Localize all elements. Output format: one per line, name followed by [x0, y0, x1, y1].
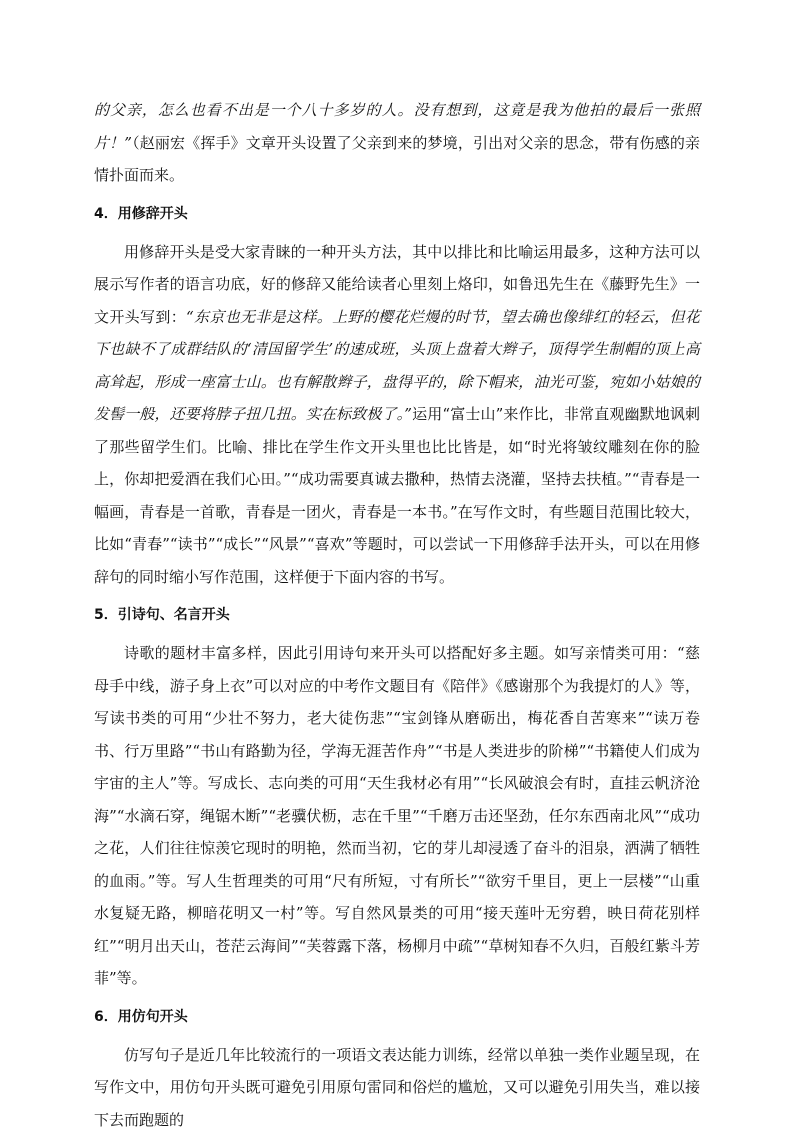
- section4-intro: 用修辞开头是受大家青睐的一种开头方法，其中以排比和比喻运用最多，这种方法可以展示写作者的语言功底，好的修辞又能给读者心里刻上烙印，如鲁迅先生在《藤野先生》一文开头写到：: [94, 243, 700, 326]
- section-heading-imitation: 6．用仿句开头: [94, 1001, 700, 1033]
- section5-paragraph: 诗歌的题材丰富多样，因此引用诗句来开头可以搭配好多主题。如写亲情类可用：“慈母手中线，游子身上衣”可以对应的中考作文题目有《陪伴》《感谢那个为我提灯的人》等，写读书类的可用“少壮不努力，老大徒伤悲”“宝剑锋从磨砺出，梅花香自苦寒来”“读万卷书、行万里路”“书山有路勤为径，学海无涯苦作舟”“书是人类进步的阶梯”“书籍使人们成为宇宙的主人”等。写成长、志向类的可用“天生我材必有用”“长风破浪会有时，直挂云帆济沧海”“水滴石穿，绳锯木断”“老骥伏枥，志在千里”“千磨万击还坚劲，任尔东西南北风”“成功之花，人们往往惊羡它现时的明艳，然而当初，它的芽儿却浸透了奋斗的泪泉，洒满了牺牲的血雨。”等。写人生哲理类的可用“尺有所短，寸有所长”“欲穷千里目，更上一层楼”“山重水复疑无路，柳暗花明又一村”等。写自然风景类的可用“接天莲叶无穷碧，映日荷花别样红”“明月出天山，苍茫云海间”“芙蓉露下落，杨柳月中疏”“草树知春不久归，百般红紫斗芳菲”等。: [94, 637, 700, 995]
- section3-tail-paragraph: [94, 94, 700, 192]
- document-content: [94, 94, 700, 1136]
- section4-paragraph: [94, 236, 700, 594]
- section6-paragraph: 仿写句子是近几年比较流行的一项语文表达能力训练，经常以单独一类作业题呈现，在写作文中，用仿句开头既可避免引用原句雷同和俗烂的尴尬，又可以避免引用失当，难以接下去而跑题的: [94, 1039, 700, 1136]
- section-heading-rhetoric: 4．用修辞开头: [94, 198, 700, 230]
- quote-commentary: （赵丽宏《挥手》文章开头设置了父亲到来的梦境，引出对父亲的思念，带有伤感的亲情扑面而来。: [94, 134, 700, 185]
- section4-quote: “东京也无非是这样。上野的樱花烂熳的时节，望去确也像绯红的轻云，但花下也缺不了成群结队的‘清国留学生’的速成班，头顶上盘着大辫子，顶得学生制帽的顶上高高耸起，形成一座富士山。也有解散辫子，盘得平的，除下帽来，油光可鉴，宛如小姑娘的发髻一般，还要将脖子扭几扭。实在标致极了。”: [94, 308, 700, 424]
- quote-fragment: 的父亲，怎么也看不出是一个八十多岁的人。没有想到，这竟是我为他拍的最后一张照片！”: [94, 101, 700, 152]
- section4-body: 运用“富士山”来作比，非常直观幽默地讽刺了那些留学生们。比喻、排比在学生作文开头里也比比皆是，如“时光将皱纹雕刻在你的脸上，你却把爱酒在我们心田。”“成功需要真诚去撒种，热情去浇灌，坚持去扶植。”“青春是一幅画，青春是一首歌，青春是一团火，青春是一本书。”在写作文时，有些题目范围比较大，比如“青春”“读书”“成长”“风景”“喜欢”等题时，可以尝试一下用修辞手法开头，可以在用修辞句的同时缩小写作范围，这样便于下面内容的书写。: [94, 405, 700, 586]
- section-heading-poetry: 5．引诗句、名言开头: [94, 599, 700, 631]
